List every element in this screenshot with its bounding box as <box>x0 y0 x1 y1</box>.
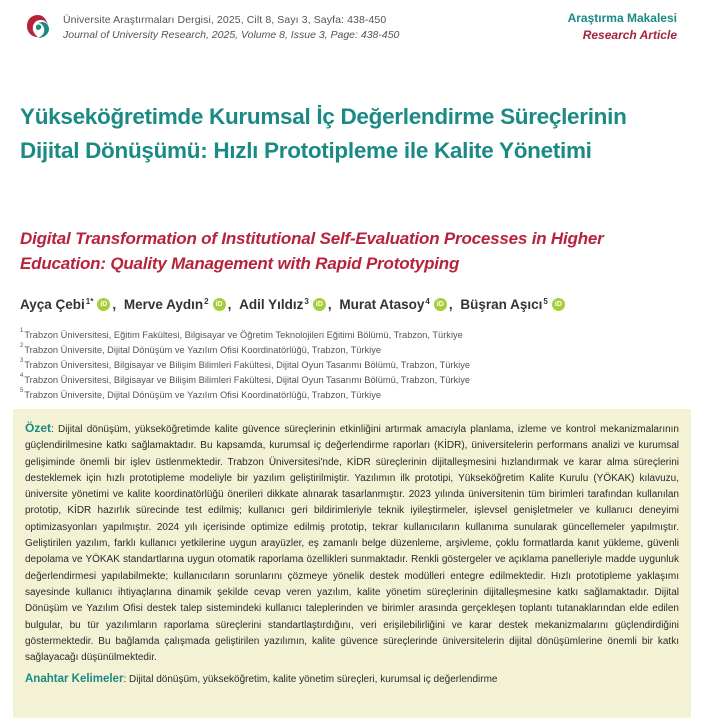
author-name: Murat Atasoy <box>339 297 425 312</box>
author-separator: , <box>112 297 117 312</box>
author-affiliation-mark: 5 <box>543 297 548 306</box>
abstract-text: Dijital dönüşüm, yükseköğretimde kalite güvence süreçlerinin etkinliğini artırmak amacıyla planlama, izleme ve kontrol mekanizmalarının güçlendirilmesine katkı sağlamaktadır. Bu kapsamda, kurumsal iç değerlendirme raporları (KİDR), üniversitelerin performans analizi ve kurumsal gelişiminde önemli bir işlev üstlenmektedir. Trabzon Üniversitesi'nde, KİDR süreçlerinin dijitalleşmesini hızlandırmak ve karar alma süreçlerini desteklemek için hızlı prototipleme modeliyle bir yazılım geliştirilmiştir. Yazılımın ilk prototipi, Yükseköğretim Kalite Kurulu (YÖKAK) kılavuzu, üniversite yönetimi ve kalite koordinatörlüğü önerileri dikkate alınarak tasarlanmıştır. 2023 yılında üniversitenin tüm birimleri tarafından kullanılan prototip, KİDR hazırlık sürecinde test edilmiş; kullanıcı geri bildirimleriyle teknik iyileştirmeler, işlevsel genişletmeler ve kullanıcı deneyimi optimizasyonları yapılmıştır. 2024 yılı içerisinde optimize edilmiş prototip, tekrar kullanıcıların kullanıma sunularak güncellemeler yapılmıştır. Geliştirilen yazılım, farklı kullanıcı yetkilerine uygun arayüzler, eş zamanlı belge düzenleme, arşivleme, çoklu formatlarda kanıt yükleme, güvenli depolama ve YÖKAK standartlarına uygun otomatik raporlama özellikleri sunmaktadır. Renkli göstergeler ve açıklama panelleriyle madde uygunluk değerlendirmesi yapılabilmekte; kullanıcıların sorunlarını çözmeye yönelik destek modülleri entegre edilmektedir. Hızlı prototipleme yaklaşımı sayesinde kullanıcı ihtiyaçlarına dinamik şekilde cevap veren yazılım, kalite yönetim süreçlerinin dijitalleşmesine katkı sağlamaktadır. Dijital Dönüşüm ve Yazılım Ofisi destek talep sistemindeki kullanıcı taleplerinden ve birimler arasında gerçekleşen toplantı tutanaklarından elde edilen bulgular, bu tür yazılımların raporlama süreçlerini standartlaştırdığını, veri erişilebilirliğini ve karar destek mekanizmalarını güçlendirdiğini göstermektedir. Bu bağlamda çalışmada geliştirilen yazılımın, kalite güvence süreçlerinde üniversitelerin dijital dönüşümlerine önemli bir katkı sağlayacağı düşünülmektedir. <box>25 424 679 664</box>
author <box>339 297 446 312</box>
affiliation-text: Trabzon Üniversite, Dijital Dönüşüm ve Yazılım Ofisi Koordinatörlüğü, Trabzon, Türkiye <box>24 389 382 400</box>
page-header <box>0 0 701 60</box>
orcid-icon[interactable]: iD <box>434 298 447 311</box>
affiliation <box>20 357 690 372</box>
affiliation-text: Trabzon Üniversitesi, Bilgisayar ve Bilişim Bilimleri Fakültesi, Dijital Oyun Tasarımı Bölümü, Trabzon, Türkiye <box>24 374 471 385</box>
abstract-label: Özet <box>25 421 52 435</box>
author-name: Ayça Çebi <box>20 297 85 312</box>
author-separator: , <box>227 297 232 312</box>
affiliation-text: Trabzon Üniversite, Dijital Dönüşüm ve Yazılım Ofisi Koordinatörlüğü, Trabzon, Türkiye <box>24 344 382 355</box>
author-affiliation-mark: 1* <box>85 297 94 306</box>
author-name: Merve Aydın <box>123 297 204 312</box>
author-name: Adil Yıldız <box>239 297 304 312</box>
affiliation <box>20 387 690 402</box>
orcid-icon[interactable]: iD <box>213 298 226 311</box>
orcid-icon[interactable]: iD <box>552 298 565 311</box>
affiliation-text: Trabzon Üniversitesi, Eğitim Fakültesi, Bilgisayar ve Öğretim Teknolojileri Eğitimi Bölümü, Trabzon, Türkiye <box>24 330 463 341</box>
abstract-box <box>13 409 691 718</box>
author-name: Büşran Aşıcı <box>460 297 543 312</box>
journal-citation-en: Journal of University Research, 2025, Volume 8, Issue 3, Page: 438-450 <box>63 29 400 41</box>
article-title-tr: Yükseköğretimde Kurumsal İç Değerlendirme Süreçlerinin Dijital Dönüşümü: Hızlı Prototipleme ile Kalite Yönetimi <box>20 104 627 163</box>
author <box>460 297 564 312</box>
affiliation-mark: 4 <box>20 372 24 379</box>
affiliation-mark: 1 <box>20 328 24 334</box>
affiliation-text: Trabzon Üniversitesi, Bilgisayar ve Bilişim Bilimleri Fakültesi, Dijital Oyun Tasarımı Bölümü, Trabzon, Türkiye <box>24 359 471 370</box>
author <box>124 297 226 312</box>
affiliation-mark: 3 <box>20 357 24 364</box>
author-affiliation-mark: 3 <box>304 297 309 306</box>
keywords-label: Anahtar Kelimeler <box>25 673 124 686</box>
author-affiliation-mark: 2 <box>204 297 209 306</box>
author-separator: , <box>448 297 453 312</box>
orcid-icon[interactable]: iD <box>97 298 110 311</box>
affiliation-mark: 2 <box>20 342 24 349</box>
author-separator: , <box>327 297 332 312</box>
article-type-en: Research Article <box>582 28 677 42</box>
affiliation <box>20 327 690 342</box>
abstract-colon: : <box>51 424 59 435</box>
affiliation <box>20 342 690 357</box>
article-type-tr: Araştırma Makalesi <box>567 11 677 25</box>
keywords <box>25 673 679 685</box>
journal-logo-icon <box>23 11 53 41</box>
affiliation-list <box>20 327 690 401</box>
orcid-icon[interactable]: iD <box>313 298 326 311</box>
author-list <box>20 297 690 312</box>
abstract <box>25 420 679 666</box>
keywords-colon: : <box>123 674 129 686</box>
keywords-text: Dijital dönüşüm, yükseköğretim, kalite yönetim süreçleri, kurumsal iç değerlendirme <box>129 674 498 686</box>
author <box>20 297 110 312</box>
author-affiliation-mark: 4 <box>425 297 430 306</box>
journal-citation-tr: Üniversite Araştırmaları Dergisi, 2025, Cilt 8, Sayı 3, Sayfa: 438-450 <box>63 14 387 26</box>
article-title-en: Digital Transformation of Institutional Self-Evaluation Processes in Higher Education: Quality Management with Rapid Prototyping <box>20 229 604 273</box>
affiliation-mark: 5 <box>20 387 24 394</box>
author <box>239 297 326 312</box>
affiliation <box>20 372 690 387</box>
